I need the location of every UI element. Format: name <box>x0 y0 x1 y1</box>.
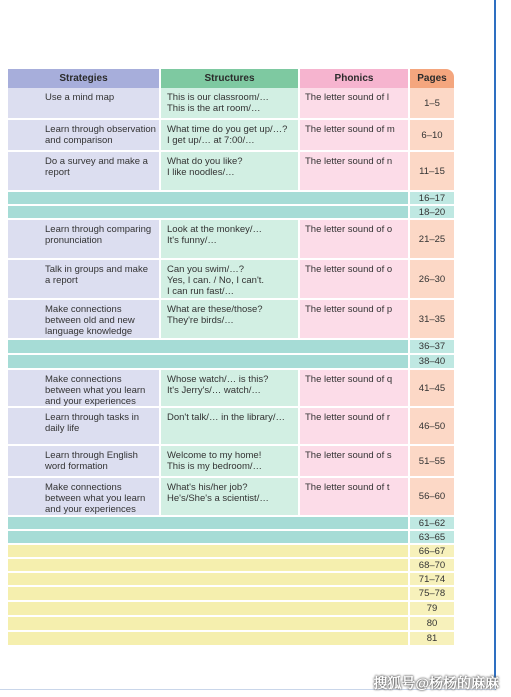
unit-row <box>8 152 454 192</box>
structure-line: What's his/her job? <box>167 482 248 493</box>
phonics-text: The letter sound of t <box>305 482 390 493</box>
section-band-row <box>8 559 454 573</box>
structure-line: Yes, I can. / No, I can't. <box>167 275 265 286</box>
section-band-row <box>8 587 454 602</box>
strategy-cell <box>8 120 159 150</box>
section-band-row <box>8 517 454 531</box>
structure-line: They're birds/… <box>167 315 234 326</box>
band-fill <box>8 573 408 585</box>
pages-cell: 51–55 <box>410 446 454 476</box>
band-fill <box>8 531 408 543</box>
unit-row <box>8 370 454 408</box>
strategy-cell <box>8 88 159 118</box>
strategy-line: between old and new <box>45 315 135 326</box>
pages-cell: 46–50 <box>410 408 454 444</box>
structure-line: It's Jerry's/… watch/… <box>167 385 261 396</box>
pages-cell: 21–25 <box>410 220 454 258</box>
band-pages: 63–65 <box>410 531 454 543</box>
structure-line: I can run fast/… <box>167 286 235 297</box>
structure-line: It's funny/… <box>167 235 217 246</box>
band-pages: 68–70 <box>410 559 454 571</box>
band-pages: 38–40 <box>410 355 454 368</box>
structure-line: Can you swim/…? <box>167 264 245 275</box>
table-header <box>8 69 454 88</box>
section-band-row <box>8 531 454 545</box>
table-body <box>8 88 454 647</box>
phonics-text: The letter sound of p <box>305 304 393 315</box>
band-pages: 79 <box>410 602 454 615</box>
band-pages: 61–62 <box>410 517 454 529</box>
band-fill <box>8 206 408 218</box>
band-pages: 16–17 <box>410 192 454 204</box>
phonics-text: The letter sound of o <box>305 264 393 275</box>
structure-line: This is our classroom/… <box>167 92 269 103</box>
phonics-cell <box>300 478 408 515</box>
structure-line: Don't talk/… in the library/… <box>167 412 285 423</box>
strategy-line: a report <box>45 275 78 286</box>
unit-row <box>8 88 454 120</box>
section-band-row <box>8 573 454 587</box>
strategy-line: Learn through tasks in <box>45 412 140 423</box>
band-pages: 18–20 <box>410 206 454 218</box>
strategy-line: word formation <box>45 461 108 472</box>
phonics-text: The letter sound of n <box>305 156 393 167</box>
phonics-cell <box>300 370 408 406</box>
band-pages: 81 <box>410 632 454 645</box>
band-fill <box>8 517 408 529</box>
phonics-cell <box>300 408 408 444</box>
header-structures: Structures <box>161 69 298 88</box>
band-fill <box>8 559 408 571</box>
strategy-line: between what you learn <box>45 493 146 504</box>
strategy-line: Do a survey and make a <box>45 156 148 167</box>
structure-cell <box>161 152 298 190</box>
strategy-line: Talk in groups and make <box>45 264 148 275</box>
structure-cell <box>161 300 298 338</box>
structure-line: I get up/… at 7:00/… <box>167 135 255 146</box>
band-fill <box>8 632 408 645</box>
strategy-line: Make connections <box>45 482 122 493</box>
strategy-line: daily life <box>45 423 80 434</box>
band-fill <box>8 355 408 368</box>
strategy-cell <box>8 152 159 190</box>
strategy-line: language knowledge <box>45 326 133 337</box>
structure-cell <box>161 88 298 118</box>
strategy-line: between what you learn <box>45 385 146 396</box>
phonics-text: The letter sound of m <box>305 124 395 135</box>
structure-cell <box>161 370 298 406</box>
band-pages: 75–78 <box>410 587 454 600</box>
band-fill <box>8 587 408 600</box>
watermark: 搜狐号@杨杨的麻麻 <box>373 675 499 691</box>
structure-cell <box>161 478 298 515</box>
phonics-text: The letter sound of o <box>305 224 393 235</box>
band-fill <box>8 602 408 615</box>
strategy-cell <box>8 220 159 258</box>
strategy-cell <box>8 446 159 476</box>
pages-cell: 11–15 <box>410 152 454 190</box>
section-band-row <box>8 355 454 370</box>
band-fill <box>8 545 408 557</box>
unit-row <box>8 220 454 260</box>
structure-line: What time do you get up/…? <box>167 124 288 135</box>
unit-row <box>8 446 454 478</box>
pages-cell: 41–45 <box>410 370 454 406</box>
header-pages: Pages <box>410 69 454 88</box>
structure-line: Look at the monkey/… <box>167 224 263 235</box>
phonics-text: The letter sound of r <box>305 412 391 423</box>
pages-cell: 6–10 <box>410 120 454 150</box>
phonics-cell <box>300 446 408 476</box>
unit-row <box>8 120 454 152</box>
strategy-cell <box>8 478 159 515</box>
structure-cell <box>161 260 298 298</box>
band-fill <box>8 192 408 204</box>
strategy-line: Learn through observation <box>45 124 156 135</box>
phonics-cell <box>300 220 408 258</box>
band-pages: 71–74 <box>410 573 454 585</box>
strategy-line: Make connections <box>45 304 122 315</box>
strategy-line: Make connections <box>45 374 122 385</box>
strategy-line: pronunciation <box>45 235 103 246</box>
section-band-row <box>8 545 454 559</box>
band-pages: 66–67 <box>410 545 454 557</box>
unit-row <box>8 300 454 340</box>
structure-cell <box>161 446 298 476</box>
phonics-text: The letter sound of l <box>305 92 389 103</box>
structure-line: This is my bedroom/… <box>167 461 263 472</box>
strategy-line: Use a mind map <box>45 92 115 103</box>
phonics-cell <box>300 88 408 118</box>
structure-line: He's/She's a scientist/… <box>167 493 269 504</box>
structure-cell <box>161 120 298 150</box>
section-band-row <box>8 192 454 206</box>
phonics-cell <box>300 300 408 338</box>
strategy-line: report <box>45 167 70 178</box>
strategy-cell <box>8 300 159 338</box>
section-band-row <box>8 632 454 647</box>
section-band-row <box>8 617 454 632</box>
structure-cell <box>161 220 298 258</box>
strategy-line: and your experiences <box>45 396 136 407</box>
phonics-cell <box>300 120 408 150</box>
band-pages: 36–37 <box>410 340 454 353</box>
phonics-cell <box>300 260 408 298</box>
structure-line: Whose watch/… is this? <box>167 374 269 385</box>
phonics-text: The letter sound of q <box>305 374 393 385</box>
header-phonics: Phonics <box>300 69 408 88</box>
phonics-text: The letter sound of s <box>305 450 392 461</box>
pages-cell: 56–60 <box>410 478 454 515</box>
strategy-line: Learn through comparing <box>45 224 152 235</box>
unit-row <box>8 260 454 300</box>
section-band-row <box>8 340 454 355</box>
unit-row <box>8 478 454 517</box>
strategy-line: Learn through English <box>45 450 138 461</box>
strategy-cell <box>8 408 159 444</box>
phonics-cell <box>300 152 408 190</box>
pages-cell: 31–35 <box>410 300 454 338</box>
pages-cell: 1–5 <box>410 88 454 118</box>
structure-line: Welcome to my home! <box>167 450 262 461</box>
strategy-line: and your experiences <box>45 504 136 515</box>
header-strategies: Strategies <box>8 69 159 88</box>
strategy-line: and comparison <box>45 135 113 146</box>
strategy-cell <box>8 370 159 406</box>
structure-line: I like noodles/… <box>167 167 235 178</box>
unit-row <box>8 408 454 446</box>
structure-line: This is the art room/… <box>167 103 261 114</box>
contents-table <box>8 69 454 647</box>
structure-cell <box>161 408 298 444</box>
band-fill <box>8 340 408 353</box>
band-fill <box>8 617 408 630</box>
structure-line: What do you like? <box>167 156 243 167</box>
band-pages: 80 <box>410 617 454 630</box>
pages-cell: 26–30 <box>410 260 454 298</box>
strategy-cell <box>8 260 159 298</box>
section-band-row <box>8 602 454 617</box>
structure-line: What are these/those? <box>167 304 263 315</box>
section-band-row <box>8 206 454 220</box>
